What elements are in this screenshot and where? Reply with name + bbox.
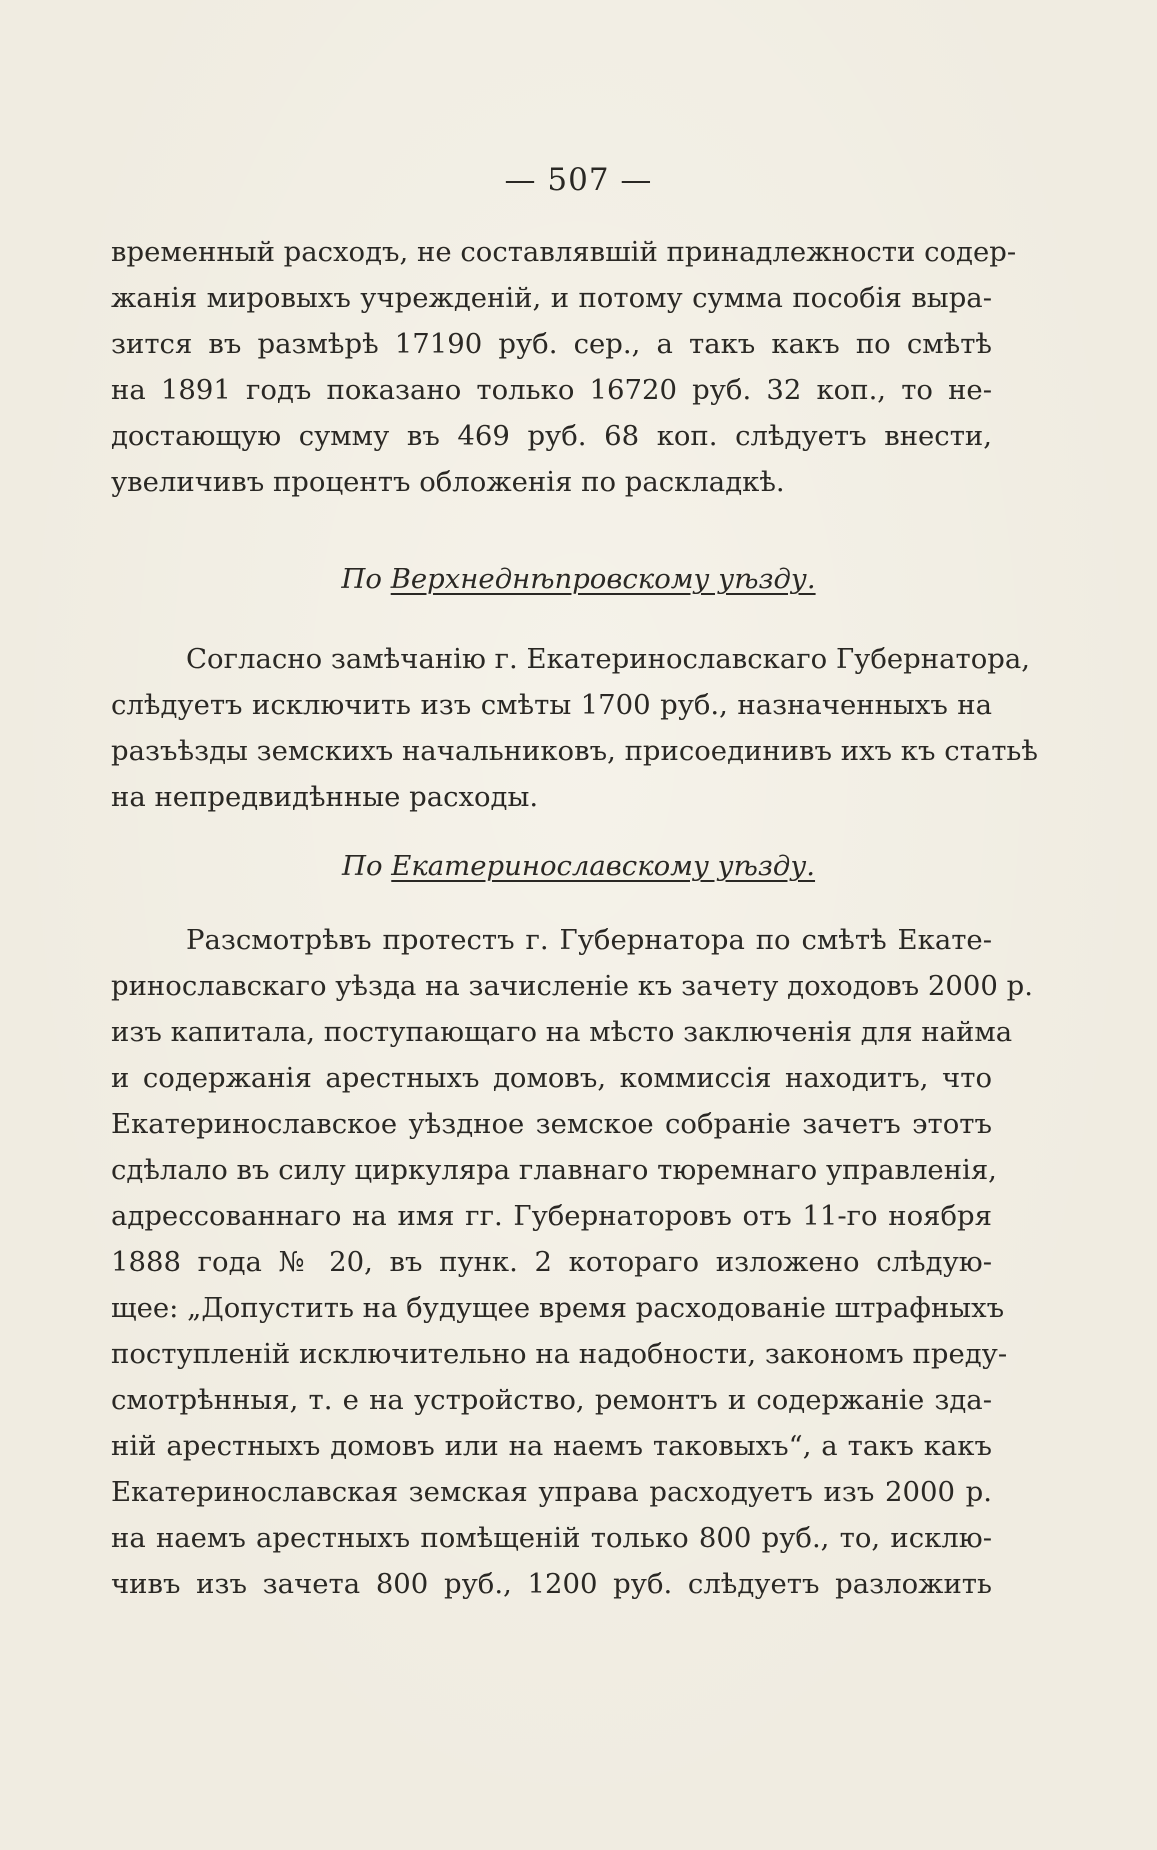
text-line: Разсмотрѣвъ протестъ г. Губернатора по смѣтѣ Екате- <box>186 924 992 956</box>
text-line: Екатеринославская земская управа расходуетъ изъ 2000 р. <box>111 1476 992 1508</box>
heading-prefix: По <box>341 563 382 595</box>
heading-title: Верхнеднѣпровскому уѣзду. <box>390 563 816 595</box>
text-line: на непредвидѣнные расходы. <box>111 781 539 813</box>
text-line: Екатеринославское уѣздное земское собраніе зачетъ этотъ <box>111 1108 992 1140</box>
text-line: временный расходъ, не составлявшій принадлежности содер- <box>111 236 1017 268</box>
text-line: щее: „Допустить на будущее время расходованіе штрафныхъ <box>111 1292 1005 1324</box>
text-line: поступленій исключительно на надобности, закономъ преду- <box>111 1338 1008 1370</box>
paragraph-3 <box>111 917 1033 1607</box>
text-line: жанія мировыхъ учрежденій, и потому сумма пособія выра- <box>111 282 992 314</box>
text-line: адрессованнаго на имя гг. Губернаторовъ отъ 11-го ноября <box>111 1200 992 1232</box>
heading-prefix: По <box>341 850 383 882</box>
paragraph-1 <box>111 229 1017 505</box>
text-line: слѣдуетъ исключить изъ смѣты 1700 руб., назначенныхъ на <box>111 689 992 721</box>
text-line: разъѣзды земскихъ начальниковъ, присоединивъ ихъ къ статьѣ <box>111 735 1038 767</box>
text-line: чивъ изъ зачета 800 руб., 1200 руб. слѣдуетъ разложить <box>111 1568 992 1600</box>
text-line: ринославскаго уѣзда на зачисленіе къ зачету доходовъ 2000 р. <box>111 970 1033 1002</box>
text-line: достающую сумму въ 469 руб. 68 коп. слѣдуетъ внести, <box>111 420 992 452</box>
text-line: зится въ размѣрѣ 17190 руб. сер., а такъ какъ по смѣтѣ <box>111 328 992 360</box>
heading-title: Екатеринославскому уѣзду. <box>391 850 816 882</box>
text-line: 1888 года № 20, въ пунк. 2 котораго изложено слѣдую- <box>111 1246 992 1278</box>
paragraph-2 <box>111 636 1038 820</box>
text-line: Согласно замѣчанію г. Екатеринославскаго Губернатора, <box>186 643 1031 675</box>
text-line: изъ капитала, поступающаго на мѣсто заключенія для найма <box>111 1016 1013 1048</box>
text-line: на 1891 годъ показано только 16720 руб. 32 коп., то не- <box>111 374 992 406</box>
text-line: смотрѣнныя, т. е на устройство, ремонтъ и содержаніе зда- <box>111 1384 992 1416</box>
text-line: и содержанія арестныхъ домовъ, коммиссія находитъ, что <box>111 1062 992 1094</box>
section-heading-ekaterinoslavsky <box>0 843 1157 889</box>
page-number: — 507 — <box>504 162 653 198</box>
text-line: сдѣлало въ силу циркуляра главнаго тюремнаго управленія, <box>111 1154 997 1186</box>
text-line: ній арестныхъ домовъ или на наемъ таковыхъ“, а такъ какъ <box>111 1430 992 1462</box>
section-heading-verkhnedneprovsky <box>0 556 1157 602</box>
text-line: увеличивъ процентъ обложенія по раскладкѣ. <box>111 466 785 498</box>
text-line: на наемъ арестныхъ помѣщеній только 800 руб., то, исклю- <box>111 1522 992 1554</box>
